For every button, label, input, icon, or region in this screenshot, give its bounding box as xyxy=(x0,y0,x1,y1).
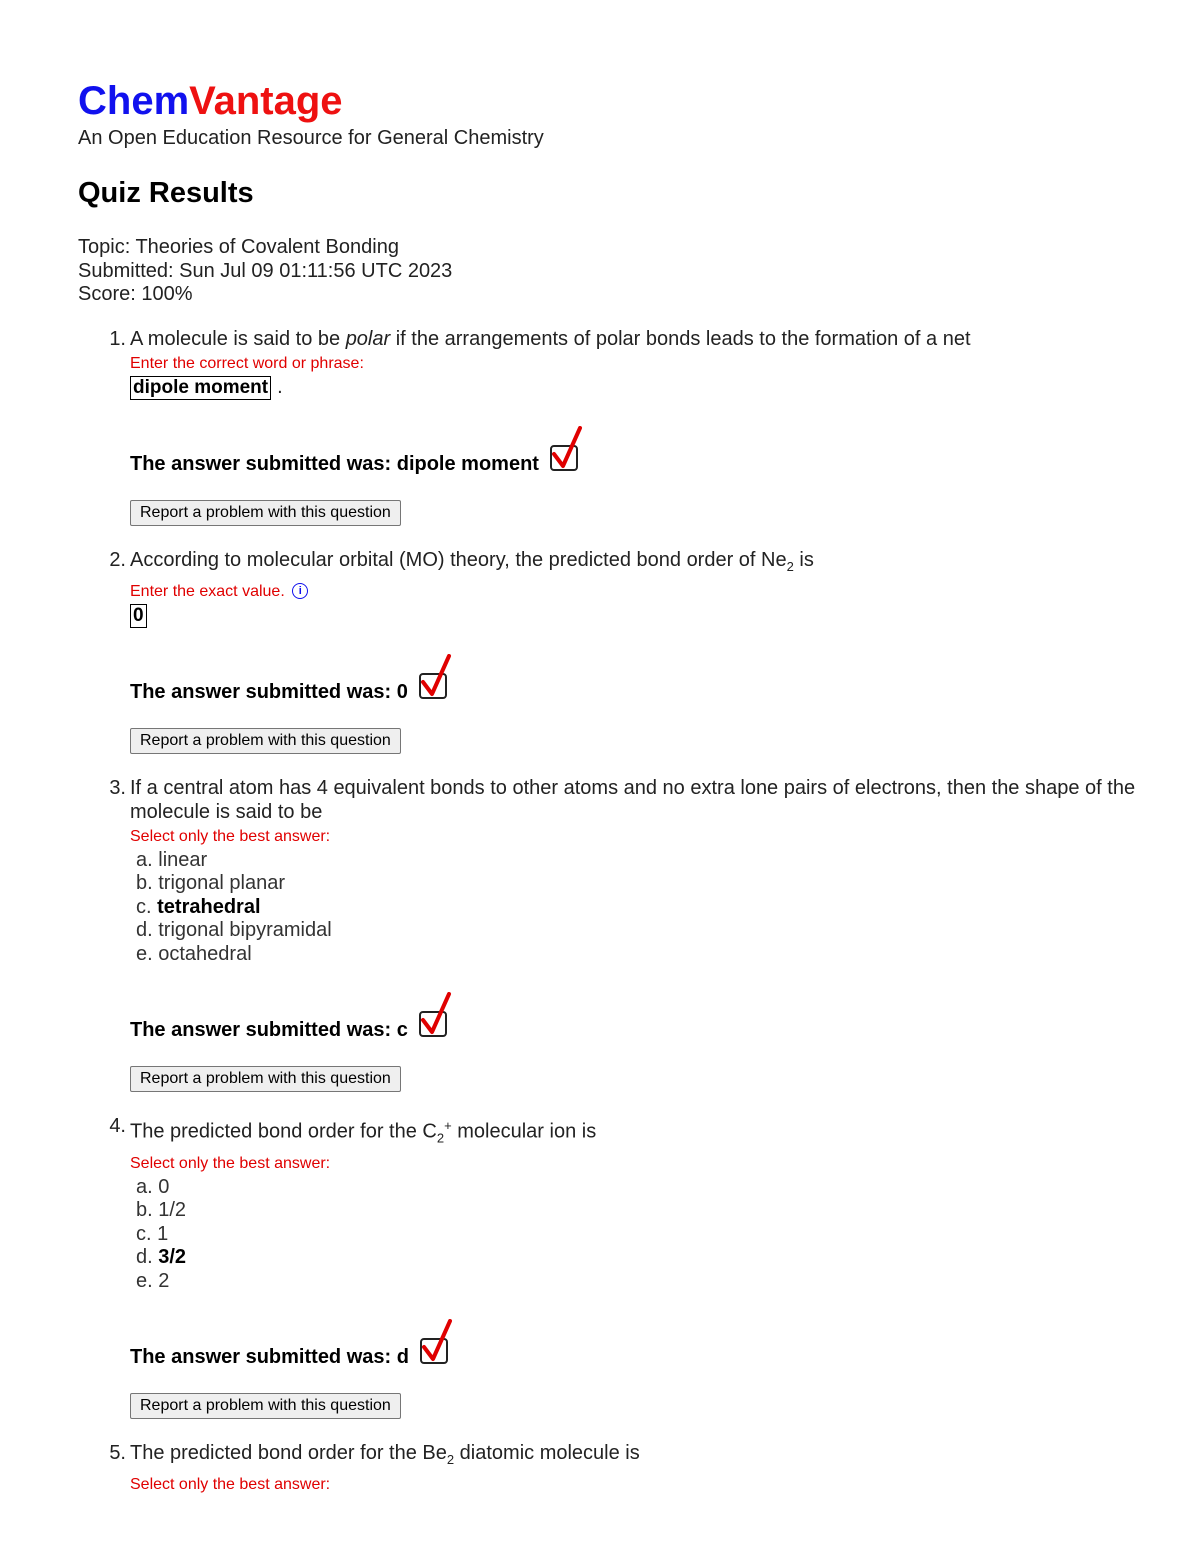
question-text-part: According to molecular orbital (MO) theory, the predicted bond order of Ne xyxy=(130,548,787,571)
option-text: trigonal planar xyxy=(158,872,285,894)
report-problem-button[interactable]: Report a problem with this question xyxy=(130,728,401,754)
check-icon xyxy=(549,426,583,476)
answer-option xyxy=(130,943,1138,967)
option-letter: b. xyxy=(136,872,153,894)
option-letter: e. xyxy=(136,942,153,965)
tagline: An Open Education Resource for General Chemistry xyxy=(78,127,544,149)
answer-field[interactable]: dipole moment xyxy=(130,376,271,400)
submitted-answer-text: The answer submitted was: c xyxy=(130,1019,408,1041)
question-text xyxy=(130,548,1138,579)
question-number: 3. xyxy=(109,776,126,799)
quiz-results-page xyxy=(78,78,1138,1496)
option-text: 2 xyxy=(158,1269,170,1292)
question-list xyxy=(78,327,1138,1497)
submitted-answer-text: The answer submitted was: 0 xyxy=(130,680,408,703)
option-text: 0 xyxy=(158,1175,170,1198)
question-instruction: Enter the correct word or phrase: xyxy=(130,354,364,372)
answer-option-selected xyxy=(130,896,1138,920)
instruction-text: Enter the exact value. xyxy=(130,582,285,600)
logo-chem: Chem xyxy=(78,79,190,123)
page-title: Quiz Results xyxy=(78,177,254,209)
question-4 xyxy=(78,1114,1138,1419)
option-letter: d. xyxy=(136,919,153,941)
chemvantage-logo xyxy=(78,78,1138,124)
question-text xyxy=(130,1114,1138,1151)
option-letter: c. xyxy=(136,895,152,918)
question-instruction xyxy=(130,581,1138,603)
subscript: 2 xyxy=(436,1130,445,1146)
submitted-answer-text: The answer submitted was: d xyxy=(130,1346,409,1369)
question-number: 5. xyxy=(109,1442,126,1465)
question-text-part: The predicted bond order for the Be xyxy=(130,1442,447,1465)
answer-option xyxy=(130,872,1138,896)
subscript: 2 xyxy=(786,558,794,574)
answer-trailing: . xyxy=(277,375,283,398)
question-instruction: Select only the best answer: xyxy=(130,1154,331,1172)
option-text: 1 xyxy=(157,1222,169,1245)
question-text-part: if the arrangements of polar bonds leads to the formation of a net xyxy=(390,327,971,350)
option-text: linear xyxy=(158,848,208,871)
check-icon xyxy=(418,992,452,1042)
report-problem-button[interactable]: Report a problem with this question xyxy=(130,500,401,526)
option-text: trigonal bipyramidal xyxy=(158,919,332,941)
score-line: Score: 100% xyxy=(78,283,193,305)
question-text xyxy=(130,327,1138,351)
question-instruction: Select only the best answer: xyxy=(130,827,331,845)
check-icon xyxy=(418,654,452,704)
answer-option xyxy=(130,1176,1138,1200)
answer-row xyxy=(130,375,1138,400)
answer-option xyxy=(130,1223,1138,1247)
info-icon[interactable]: i xyxy=(292,583,308,599)
submitted-answer xyxy=(130,994,1138,1042)
option-letter: c. xyxy=(136,1222,152,1245)
option-text: octahedral xyxy=(158,942,252,965)
answer-option-selected xyxy=(130,1246,1138,1270)
option-letter: e. xyxy=(136,1269,153,1292)
answer-option xyxy=(130,919,1138,943)
answer-option xyxy=(130,849,1138,873)
question-2 xyxy=(78,548,1138,754)
question-3 xyxy=(78,776,1138,1093)
report-problem-button[interactable]: Report a problem with this question xyxy=(130,1066,401,1092)
submitted-answer-text: The answer submitted was: dipole moment xyxy=(130,452,539,475)
option-letter: b. xyxy=(136,1199,153,1222)
option-text: 3/2 xyxy=(158,1246,187,1269)
check-icon xyxy=(419,1319,453,1369)
question-text-part: A molecule is said to be xyxy=(130,327,346,350)
answer-row xyxy=(130,603,1138,628)
question-instruction: Select only the best answer: xyxy=(130,1476,331,1494)
report-problem-button[interactable]: Report a problem with this question xyxy=(130,1393,401,1419)
answer-options xyxy=(130,849,1138,967)
question-number: 4. xyxy=(109,1115,126,1137)
superscript: + xyxy=(444,1118,452,1133)
question-text: If a central atom has 4 equivalent bonds to other atoms and no extra lone pairs of electrons, then the shape of the molecule is said to be xyxy=(130,776,1136,823)
option-text: 1/2 xyxy=(158,1199,187,1222)
question-text-part: diatomic molecule is xyxy=(454,1442,640,1465)
subscript: 2 xyxy=(446,1452,455,1468)
logo-vantage: Vantage xyxy=(189,79,343,123)
option-letter: a. xyxy=(136,1175,153,1198)
question-number: 2. xyxy=(109,548,126,571)
option-text: tetrahedral xyxy=(157,895,261,918)
option-letter: d. xyxy=(136,1246,153,1269)
submitted-answer xyxy=(130,656,1138,704)
answer-option xyxy=(130,1270,1138,1294)
question-text-part: The predicted bond order for the C xyxy=(130,1120,437,1143)
question-text-part: molecular ion is xyxy=(451,1120,597,1143)
quiz-meta xyxy=(78,236,1138,307)
question-text xyxy=(130,1441,1138,1472)
question-text-emphasis: polar xyxy=(345,327,391,350)
submitted-answer xyxy=(130,1321,1138,1369)
answer-field[interactable]: 0 xyxy=(130,604,147,628)
option-letter: a. xyxy=(136,848,153,871)
answer-options xyxy=(130,1176,1138,1294)
question-text-part: is xyxy=(793,548,814,571)
submitted-answer xyxy=(130,428,1138,476)
question-number: 1. xyxy=(109,327,126,350)
question-1 xyxy=(78,327,1138,526)
submitted-line: Submitted: Sun Jul 09 01:11:56 UTC 2023 xyxy=(78,259,453,282)
answer-option xyxy=(130,1199,1138,1223)
question-5 xyxy=(78,1441,1138,1496)
topic-line: Topic: Theories of Covalent Bonding xyxy=(78,236,399,258)
